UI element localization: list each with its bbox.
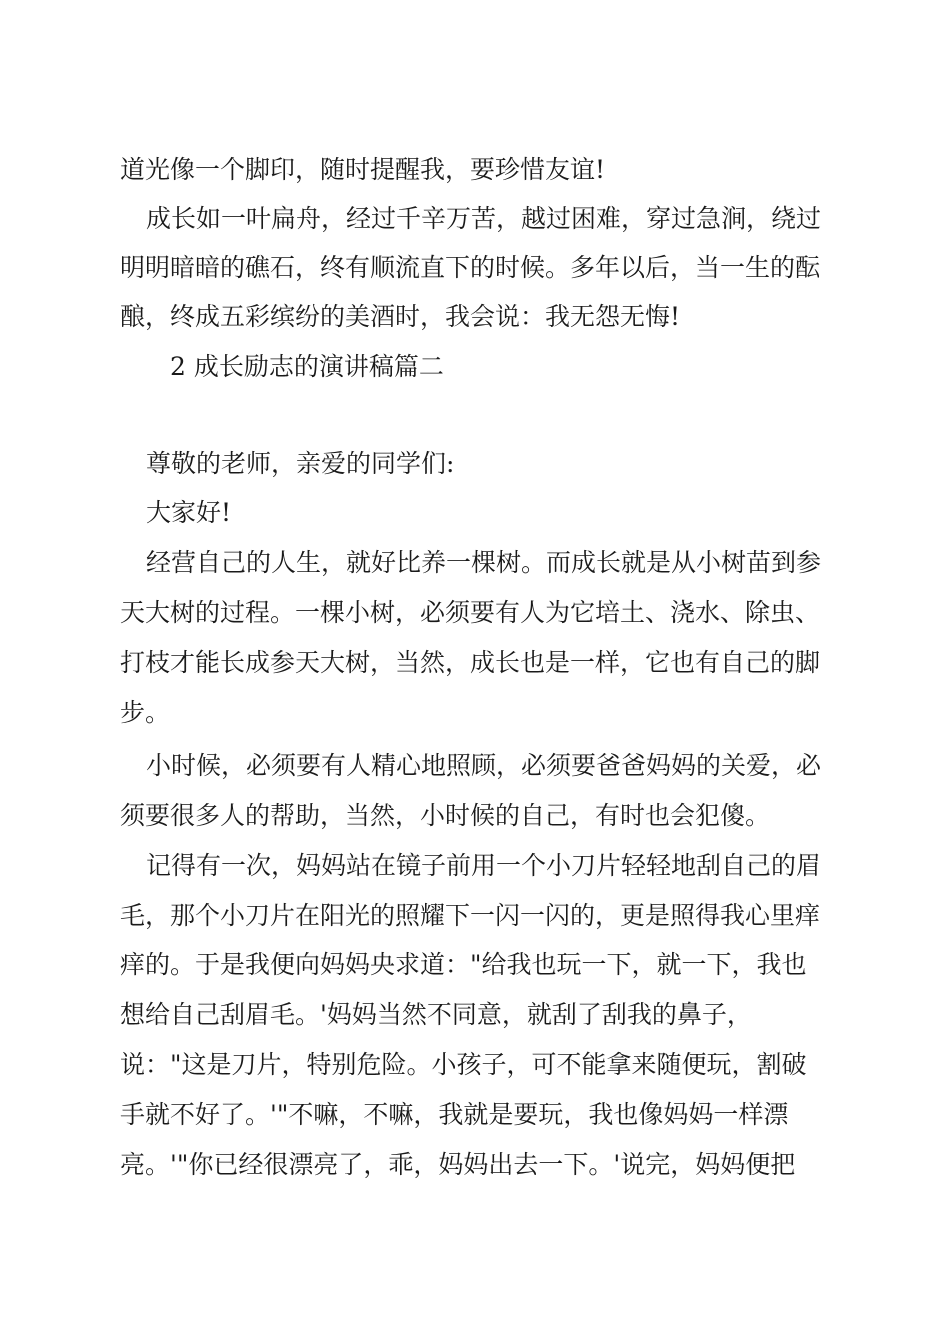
paragraph-line-4: 酿，终成五彩缤纷的美酒时，我会说：我无怨无悔! — [120, 302, 681, 331]
paragraph-line-1: 道光像一个脚印，随时提醒我，要珍惜友谊! — [120, 155, 606, 184]
paragraph-line-8: 经营自己的人生，就好比养一棵树。而成长就是从小树苗到参 — [146, 548, 822, 577]
paragraph-line-18: 说："这是刀片，特别危险。小孩子，可不能拿来随便玩，割破 — [120, 1050, 807, 1079]
paragraph-line-12: 小时候，必须要有人精心地照顾，必须要爸爸妈妈的关爱，必 — [146, 751, 822, 780]
paragraph-line-15: 毛，那个小刀片在阳光的照耀下一闪一闪的，更是照得我心里痒 — [120, 901, 821, 930]
paragraph-line-16: 痒的。于是我便向妈妈央求道："给我也玩一下，就一下，我也 — [120, 950, 807, 979]
paragraph-line-9: 天大树的过程。一棵小树，必须要有人为它培土、浇水、除虫、 — [120, 598, 821, 627]
paragraph-line-14: 记得有一次，妈妈站在镜子前用一个小刀片轻轻地刮自己的眉 — [146, 851, 822, 880]
paragraph-line-13: 须要很多人的帮助，当然，小时候的自己，有时也会犯傻。 — [120, 801, 771, 830]
greeting-line: 大家好! — [146, 498, 232, 527]
paragraph-line-11: 步。 — [120, 698, 171, 727]
salutation-line: 尊敬的老师，亲爱的同学们: — [146, 449, 455, 478]
paragraph-line-3: 明明暗暗的礁石，终有顺流直下的时候。多年以后，当一生的酝 — [120, 253, 821, 282]
paragraph-line-2: 成长如一叶扁舟，经过千辛万苦，越过困难，穿过急涧，绕过 — [146, 204, 822, 233]
paragraph-line-20: 亮。'"你已经很漂亮了，乖，妈妈出去一下。'说完，妈妈便把 — [120, 1150, 796, 1179]
paragraph-line-10: 打枝才能长成参天大树，当然，成长也是一样，它也有自己的脚 — [120, 648, 821, 677]
paragraph-line-19: 手就不好了。'"不嘛，不嘛，我就是要玩，我也像妈妈一样漂 — [120, 1100, 789, 1129]
paragraph-line-17: 想给自己刮眉毛。'妈妈当然不同意，就刮了刮我的鼻子， — [120, 1000, 752, 1029]
section-heading: 2 成长励志的演讲稿篇二 — [170, 352, 444, 381]
